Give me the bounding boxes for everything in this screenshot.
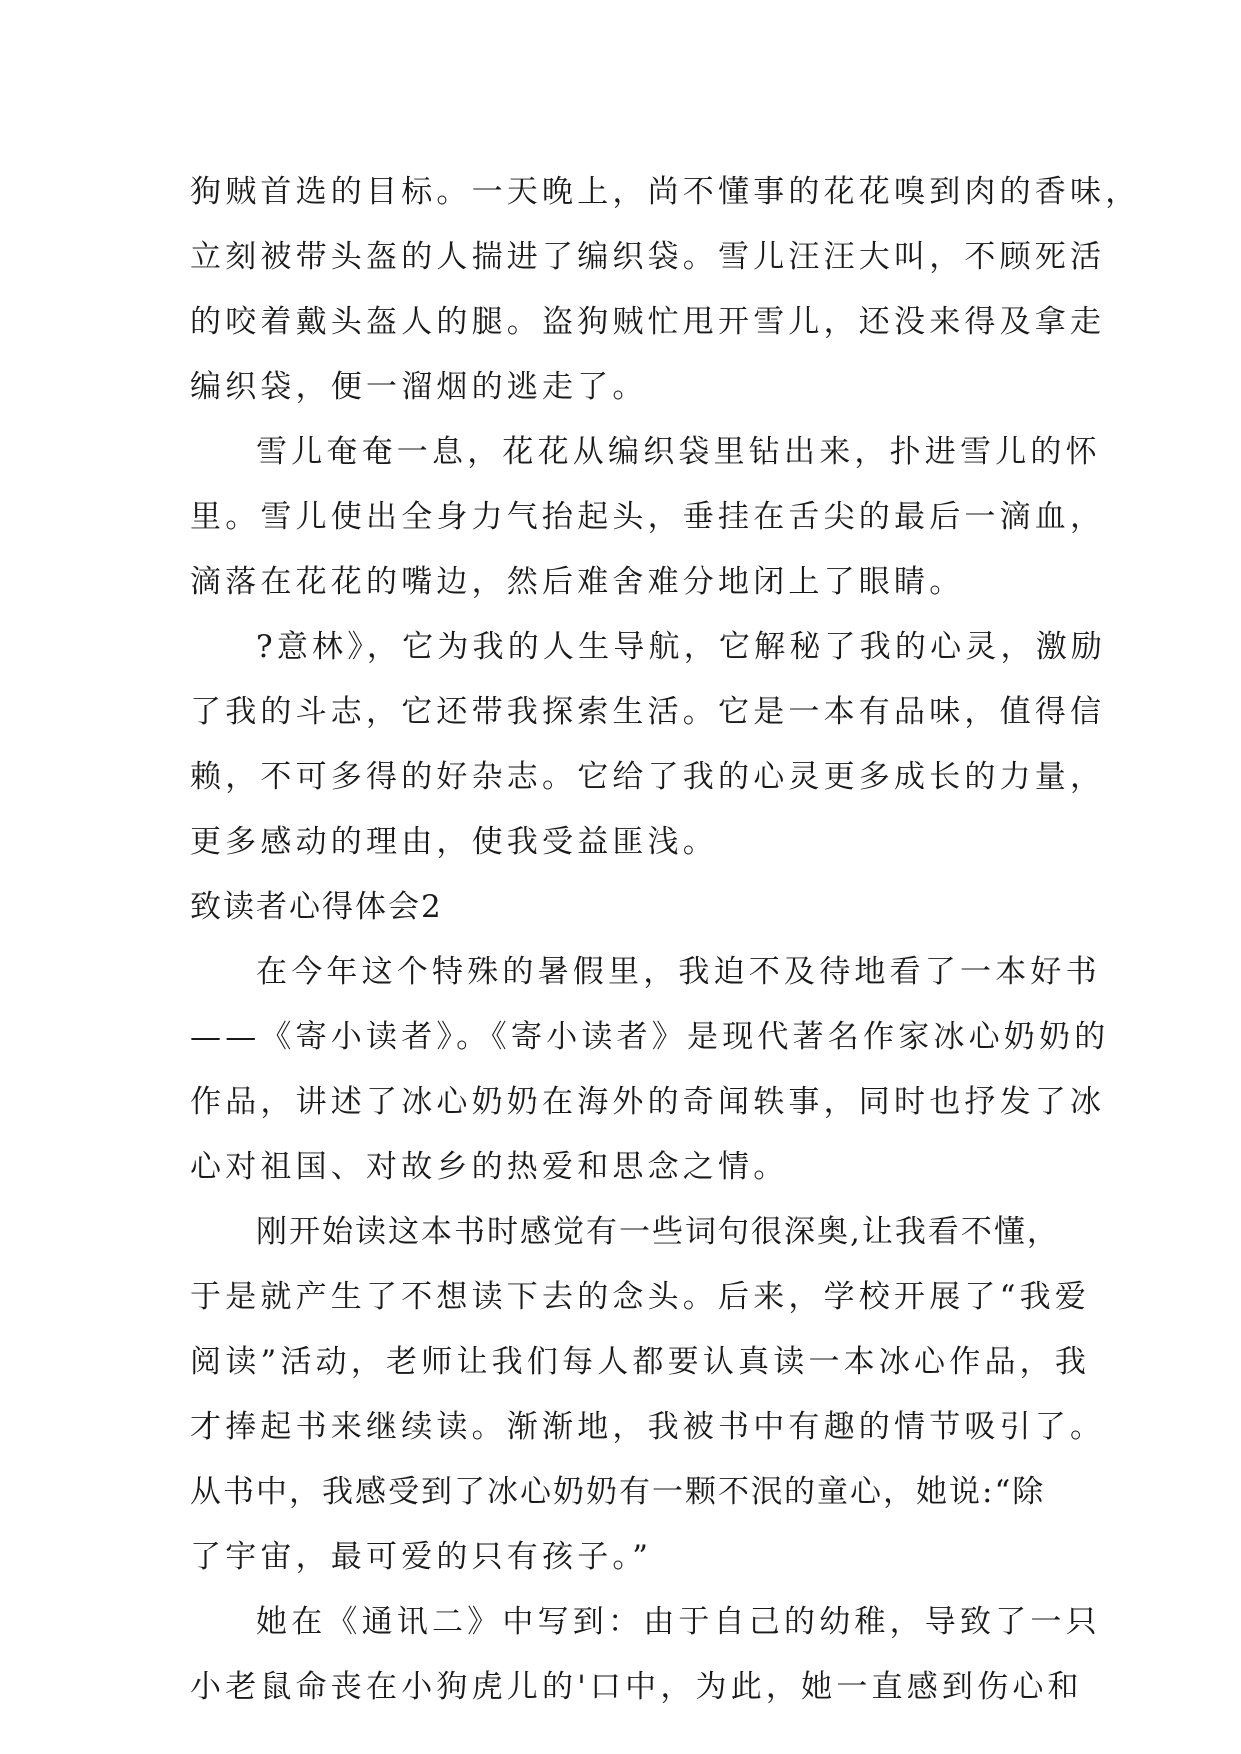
text-line: 狗贼首选的目标。一天晚上，尚不懂事的花花嗅到肉的香味， bbox=[190, 174, 1141, 210]
text-line: 在今年这个特殊的暑假里，我迫不及待地看了一本好书 bbox=[256, 954, 1101, 990]
text-line: 更多感动的理由，使我受益匪浅。 bbox=[190, 824, 718, 860]
text-line: 心对祖国、对故乡的热爱和思念之情。 bbox=[190, 1149, 789, 1185]
paragraph bbox=[190, 615, 1107, 875]
text-line: 赖，不可多得的好杂志。它给了我的心灵更多成长的力量， bbox=[190, 759, 1106, 795]
text-line: 的咬着戴头盔人的腿。盗狗贼忙甩开雪儿，还没来得及拿走 bbox=[190, 304, 1106, 340]
text-line: 了宇宙，最可爱的只有孩子。” bbox=[190, 1539, 653, 1575]
text-line: ?意林》，它为我的人生导航，它解秘了我的心灵，激励 bbox=[256, 629, 1107, 665]
text-line: ——《寄小读者》。《寄小读者》是现代著名作家冰心奶奶的 bbox=[190, 1019, 1110, 1055]
text-line: 滴落在花花的嘴边，然后难舍难分地闭上了眼睛。 bbox=[190, 564, 965, 600]
text-line: 编织袋，便一溜烟的逃走了。 bbox=[190, 369, 648, 405]
paragraph bbox=[190, 1200, 1106, 1590]
text-line: 阅读”活动，老师让我们每人都要认真读一本冰心作品，我 bbox=[190, 1344, 1091, 1380]
text-line: 刚开始读这本书时感觉有一些词句很深奥,让我看不懂， bbox=[256, 1214, 1060, 1250]
paragraph bbox=[190, 420, 1106, 615]
text-line: 雪儿奄奄一息，花花从编织袋里钻出来，扑进雪儿的怀 bbox=[256, 434, 1101, 470]
text-line: 才捧起书来继续读。渐渐地，我被书中有趣的情节吸引了。 bbox=[190, 1409, 1106, 1445]
paragraph bbox=[190, 160, 1141, 420]
text-line: 于是就产生了不想读下去的念头。后来，学校开展了“我爱 bbox=[190, 1279, 1091, 1315]
text-line: 从书中，我感受到了冰心奶奶有一颗不泯的童心，她说:“除 bbox=[190, 1474, 1046, 1510]
section-heading: 致读者心得体会2 bbox=[190, 889, 443, 925]
paragraph bbox=[190, 940, 1110, 1200]
text-line: 了我的斗志，它还带我探索生活。它是一本有品味，值得信 bbox=[190, 694, 1106, 730]
text-line: 她在《通讯二》中写到：由于自己的幼稚，导致了一只 bbox=[256, 1604, 1101, 1640]
text-line: 作品，讲述了冰心奶奶在海外的奇闻轶事，同时也抒发了冰 bbox=[190, 1084, 1106, 1120]
text-line: 立刻被带头盔的人揣进了编织袋。雪儿汪汪大叫，不顾死活 bbox=[190, 239, 1106, 275]
paragraph bbox=[190, 1590, 1101, 1720]
document-page bbox=[190, 160, 1141, 1720]
text-line: 里。雪儿使出全身力气抬起头，垂挂在舌尖的最后一滴血， bbox=[190, 499, 1106, 535]
text-line: 小老鼠命丧在小狗虎儿的'口中，为此，她一直感到伤心和 bbox=[190, 1669, 1083, 1705]
